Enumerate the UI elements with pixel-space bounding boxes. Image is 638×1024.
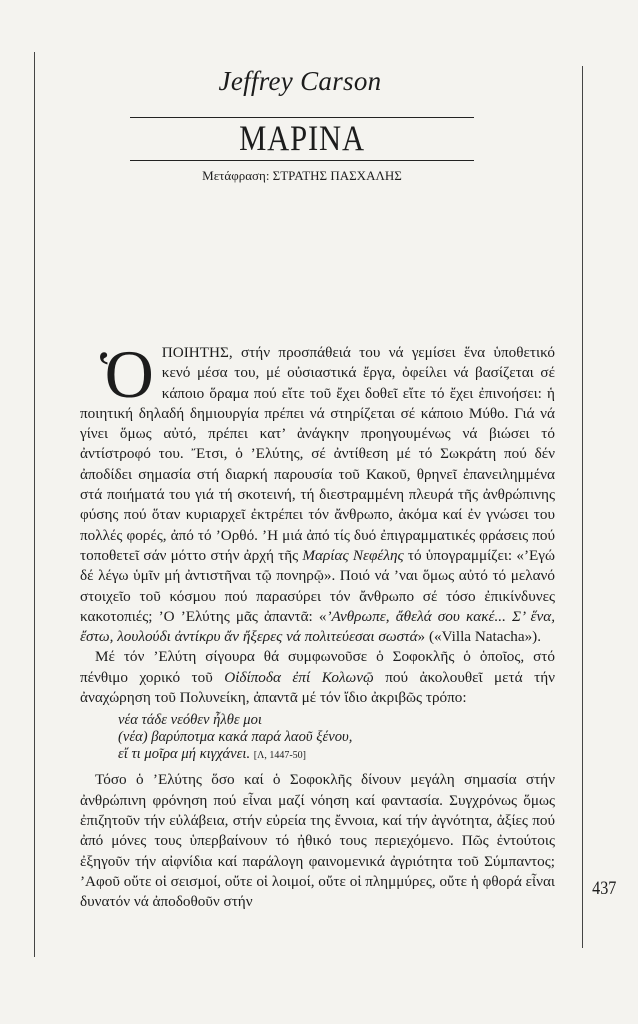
paragraph-2 [80, 647, 555, 708]
page-number: 437 [592, 878, 617, 899]
work-title-oedipus: Οἰδίποδα ἐπί Κολωνῷ [224, 668, 374, 686]
paragraph-1-text-a: ΠΟΙΗΤΗΣ, στήν προσπάθειά του νά γεμίσει ἕνα ὑποθετικό κενό μέσα του, μέ οὐσιαστικά ἔργα, ὀφείλει νά βασίζεται σέ κάποιο ὅραμα πού εἴτε τοῦ ἔχει δοθεῖ εἴτε τό ἔχει ἐπινοήσει: ἡ ποιητική δηλαδή δημιουργία πρέπει νά στηρίζεται σέ κάποιο Μύθο. Γιά νά γίνει ὅμως αὐτό, πρέπει κατ’ ἀνάγκην προηγουμένως νά βιώσει τό ἀντίστροφό του. Ἔτσι, ὁ ’Ελύτης, σέ ἀντίθεση μέ τό Σωκράτη πού δέν ἀποδίδει σημασία στή διαρκή παρουσία τοῦ Κακοῦ, θρηνεῖ ἐπανειλημμένα στά ποιήματά του γιά τή σκοτεινή, τή διεστραμμένη πλευρά τῆς ἀνθρώπινης φύσης πού ὅταν κυριαρχεῖ ἐκτρέπει τόν ἄνθρωπο, ἀκόμα καί ἐν γνώσει του πολλές φορές, ἀπό τό ’Ορθό. ’Η μιά ἀπό τίς δυό ἐπιγραμματικές φράσεις πού τοποθετεῖ σάν μόττο στήν ἀρχή τῆς [80, 344, 555, 564]
title-bottom-rule [130, 160, 474, 161]
right-margin-rule [582, 66, 583, 948]
paragraph-2-text-b: πού ἀκολουθεῖ μετά τήν ἀναχώρηση τοῦ Πολυνείκη, ἀπαντᾶ μέ τόν ἴδιο ἀκριβῶς τρόπο: [80, 668, 556, 707]
article-title: ΜΑΡΙΝΑ [239, 118, 365, 158]
drop-cap: Ὁ [100, 336, 154, 412]
verse-line-text: εἴ τι μοῖρα μή κιγχάνει. [118, 746, 251, 763]
verse-reference: [Λ, 1447-50] [253, 750, 307, 762]
author-name: Jeffrey Carson [218, 66, 382, 96]
elytis-quote: ’Ανθρωπε, ἄθελά σου κακέ... Σ’ ἕνα, ἔστω, λουλούδι ἀντίκρυ ἄν ἤξερες νά πολιτεύεσαι σωστά [80, 607, 555, 646]
verse-line: νέα τάδε νεόθεν ἦλθε μοι [118, 712, 262, 729]
article-body [80, 336, 556, 912]
translation-credit: Μετάφραση: ΣΤΡΑΤΗΣ ΠΑΣΧΑΛΗΣ [202, 168, 402, 183]
paragraph-3: Τόσο ὁ ’Ελύτης ὅσο καί ὁ Σοφοκλῆς δίνουν μεγάλη σημασία στήν ἀνθρώπινη φρόνηση πού εἶναι μαζί νόηση καί φαντασία. Συγχρόνως ὅμως ἐπιζητοῦν τήν εὐλάβεια, στήν εὐρεία της ἔννοια, καί τήν ἀγνότητα, ἀξίες πού ἀπό μόνες τους ὑπερβαίνουν τό ἠθικό τους περιεχόμενο. Πῶς ἐντούτοις ἐξηγοῦν τήν αἰφνίδια καί παράλογη φαινομενικά ἀγριότητα τοῦ Σύμπαντος; ’Αφοῦ οὔτε οἱ σεισμοί, οὔτε οἱ λοιμοί, οὔτε οἱ πλημμύρες, οὔτε ἡ φθορά εἶναι δυνατόν νά ἀποδοθοῦν στήν [80, 771, 555, 911]
paragraph-2-text-a: Μέ τόν ’Ελύτη σίγουρα θά συμφωνοῦσε ὁ Σοφοκλῆς ὁ ὁποῖος, στό πένθιμο χορικό τοῦ [80, 648, 555, 686]
paragraph-1-text-b: τό ὑπογραμμίζει: «’Εγώ δέ λέγω ὑμῖν μή ἀντιστῆναι τῷ πονηρῷ». Ποιό νά ’ναι ὅμως αὐτό τό μελανό στοιχεῖο τοῦ κόσμου πού παρασύρει τόν ἄνθρωπο σέ τόσο ἐπικίνδυνες κακοτοπιές; ’Ο ’Ελύτης μᾶς ἀπαντᾶ: « [80, 546, 556, 625]
left-margin-rule [34, 52, 35, 957]
verse-line [118, 746, 555, 764]
verse-quote [118, 712, 555, 764]
paragraph-1 [80, 336, 556, 647]
paragraph-1-text-c: » («Villa Natacha»). [417, 628, 542, 646]
verse-line: (νέα) βαρύποτμα κακά παρά λαοῦ ξένου, [118, 729, 353, 746]
work-title-maria-nefeli: Μαρίας Νεφέλης [302, 546, 404, 564]
